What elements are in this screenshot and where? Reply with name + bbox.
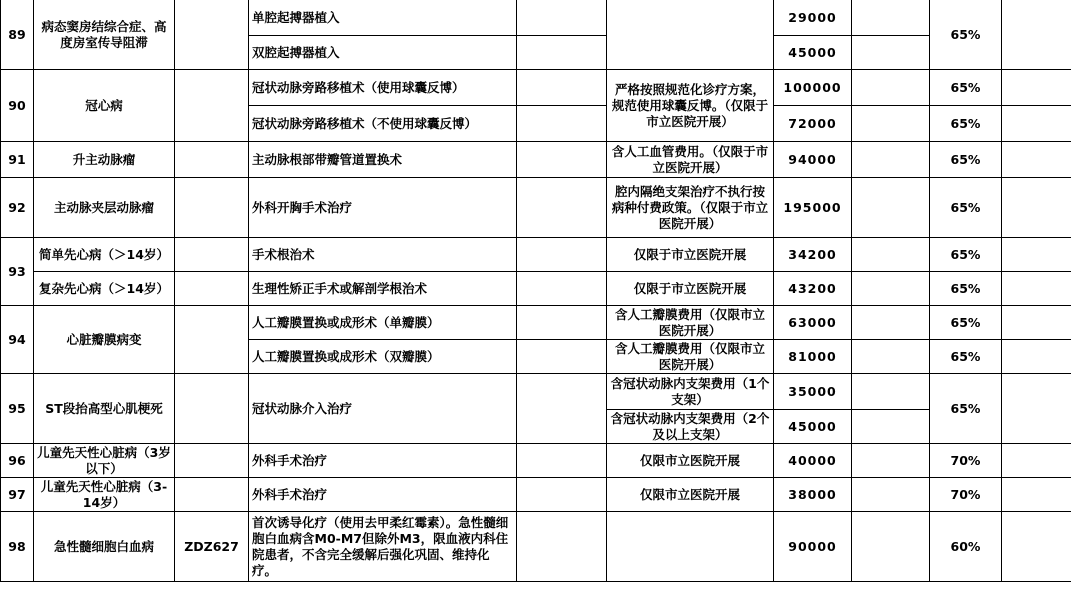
cost-value: 45000 <box>774 410 852 444</box>
rate-value: 70% <box>930 478 1002 512</box>
row-number: 91 <box>1 142 34 178</box>
table-row <box>1 142 1071 178</box>
blank-cell <box>852 272 930 306</box>
blank-cell <box>852 340 930 374</box>
rate-value: 65% <box>930 70 1002 106</box>
treatment-item: 主动脉根部带瓣管道置换术 <box>249 142 517 178</box>
blank-cell <box>852 178 930 238</box>
row-number: 94 <box>1 306 34 374</box>
blank-cell <box>517 142 607 178</box>
treatment-item: 外科手术治疗 <box>249 444 517 478</box>
blank-cell <box>1002 106 1071 142</box>
code-cell <box>175 306 249 374</box>
blank-cell <box>517 70 607 106</box>
table-row <box>1 178 1071 238</box>
cost-value: 29000 <box>774 0 852 36</box>
blank-cell <box>517 444 607 478</box>
blank-cell <box>517 374 607 444</box>
blank-cell <box>517 178 607 238</box>
cost-value: 63000 <box>774 306 852 340</box>
blank-cell <box>852 0 930 36</box>
table-row <box>1 0 1071 36</box>
treatment-item: 首次诱导化疗（使用去甲柔红霉素）。急性髓细胞白血病含M0-M7但除外M3，限血液内科住院患者，不含完全缓解后强化巩固、维持化疗。 <box>249 512 517 582</box>
row-number: 96 <box>1 444 34 478</box>
note-cell: 含冠状动脉内支架费用（2个及以上支架） <box>607 410 774 444</box>
rate-value: 70% <box>930 444 1002 478</box>
cost-value: 38000 <box>774 478 852 512</box>
note-cell: 仅限于市立医院开展 <box>607 272 774 306</box>
blank-cell <box>1002 374 1071 444</box>
code-cell <box>175 374 249 444</box>
blank-cell <box>517 306 607 340</box>
blank-cell <box>1002 340 1071 374</box>
treatment-item: 冠状动脉旁路移植术（不使用球囊反博） <box>249 106 517 142</box>
code-cell <box>175 444 249 478</box>
cost-value: 72000 <box>774 106 852 142</box>
note-cell <box>607 0 774 70</box>
treatment-item: 冠状动脉介入治疗 <box>249 374 517 444</box>
blank-cell <box>852 142 930 178</box>
cost-value: 81000 <box>774 340 852 374</box>
code-cell <box>175 238 249 272</box>
disease-name: 复杂先心病（＞14岁） <box>34 272 175 306</box>
note-cell: 腔内隔绝支架治疗不执行按病种付费政策。（仅限于市立医院开展） <box>607 178 774 238</box>
cost-value: 45000 <box>774 36 852 70</box>
rate-value: 65% <box>930 340 1002 374</box>
disease-name: 升主动脉瘤 <box>34 142 175 178</box>
rate-value: 65% <box>930 106 1002 142</box>
blank-cell <box>517 36 607 70</box>
treatment-item: 冠状动脉旁路移植术（使用球囊反博） <box>249 70 517 106</box>
row-number: 95 <box>1 374 34 444</box>
note-cell <box>607 512 774 582</box>
row-number: 98 <box>1 512 34 582</box>
blank-cell <box>1002 512 1071 582</box>
treatment-item: 外科手术治疗 <box>249 478 517 512</box>
blank-cell <box>1002 272 1071 306</box>
treatment-item: 生理性矫正手术或解剖学根治术 <box>249 272 517 306</box>
cost-value: 100000 <box>774 70 852 106</box>
note-cell: 仅限市立医院开展 <box>607 444 774 478</box>
code-cell <box>175 478 249 512</box>
note-cell: 仅限市立医院开展 <box>607 478 774 512</box>
code-cell <box>175 178 249 238</box>
table-row <box>1 306 1071 340</box>
disease-name: 冠心病 <box>34 70 175 142</box>
table-row <box>1 374 1071 410</box>
disease-name: 主动脉夹层动脉瘤 <box>34 178 175 238</box>
row-number: 92 <box>1 178 34 238</box>
blank-cell <box>852 106 930 142</box>
note-cell: 仅限于市立医院开展 <box>607 238 774 272</box>
blank-cell <box>517 340 607 374</box>
row-number: 89 <box>1 0 34 70</box>
note-cell: 严格按照规范化诊疗方案，规范使用球囊反博。（仅限于市立医院开展） <box>607 70 774 142</box>
blank-cell <box>1002 306 1071 340</box>
blank-cell <box>852 306 930 340</box>
treatment-item: 人工瓣膜置换或成形术（双瓣膜） <box>249 340 517 374</box>
blank-cell <box>852 36 930 70</box>
rate-value: 65% <box>930 374 1002 444</box>
blank-cell <box>852 512 930 582</box>
table-row <box>1 70 1071 106</box>
cost-value: 43200 <box>774 272 852 306</box>
treatment-item: 外科开胸手术治疗 <box>249 178 517 238</box>
disease-name: 儿童先天性心脏病（3岁以下） <box>34 444 175 478</box>
row-number: 90 <box>1 70 34 142</box>
row-number: 97 <box>1 478 34 512</box>
cost-value: 40000 <box>774 444 852 478</box>
code-cell <box>175 70 249 142</box>
blank-cell <box>1002 142 1071 178</box>
table-row <box>1 478 1071 512</box>
blank-cell <box>517 106 607 142</box>
blank-cell <box>517 272 607 306</box>
treatment-item: 双腔起搏器植入 <box>249 36 517 70</box>
code-cell <box>175 0 249 70</box>
rate-value: 65% <box>930 238 1002 272</box>
table-row <box>1 238 1071 272</box>
blank-cell <box>1002 478 1071 512</box>
cost-value: 90000 <box>774 512 852 582</box>
rate-value: 65% <box>930 142 1002 178</box>
code-cell <box>175 142 249 178</box>
note-cell: 含人工瓣膜费用（仅限市立医院开展） <box>607 340 774 374</box>
blank-cell <box>852 410 930 444</box>
blank-cell <box>1002 70 1071 106</box>
blank-cell <box>1002 0 1071 70</box>
blank-cell <box>852 374 930 410</box>
rate-value: 65% <box>930 178 1002 238</box>
disease-name: 儿童先天性心脏病（3-14岁） <box>34 478 175 512</box>
rate-value: 65% <box>930 0 1002 70</box>
blank-cell <box>517 478 607 512</box>
rate-value: 65% <box>930 272 1002 306</box>
blank-cell <box>852 478 930 512</box>
disease-name: 急性髓细胞白血病 <box>34 512 175 582</box>
disease-name: ST段抬高型心肌梗死 <box>34 374 175 444</box>
code-cell <box>175 272 249 306</box>
treatment-item: 单腔起搏器植入 <box>249 0 517 36</box>
blank-cell <box>517 238 607 272</box>
table-row <box>1 444 1071 478</box>
rate-value: 65% <box>930 306 1002 340</box>
blank-cell <box>852 238 930 272</box>
blank-cell <box>852 444 930 478</box>
code-cell: ZDZ627 <box>175 512 249 582</box>
cost-value: 195000 <box>774 178 852 238</box>
disease-name: 简单先心病（＞14岁） <box>34 238 175 272</box>
cost-value: 34200 <box>774 238 852 272</box>
blank-cell <box>1002 178 1071 238</box>
row-number: 93 <box>1 238 34 306</box>
blank-cell <box>517 512 607 582</box>
blank-cell <box>1002 238 1071 272</box>
treatment-item: 手术根治术 <box>249 238 517 272</box>
treatment-item: 人工瓣膜置换或成形术（单瓣膜） <box>249 306 517 340</box>
table-row <box>1 272 1071 306</box>
rate-value: 60% <box>930 512 1002 582</box>
note-cell: 含人工血管费用。（仅限于市立医院开展） <box>607 142 774 178</box>
table-row <box>1 512 1071 582</box>
cost-value: 94000 <box>774 142 852 178</box>
note-cell: 含冠状动脉内支架费用（1个支架） <box>607 374 774 410</box>
disease-name: 心脏瓣膜病变 <box>34 306 175 374</box>
disease-name: 病态窦房结综合症、高度房室传导阻滞 <box>34 0 175 70</box>
blank-cell <box>517 0 607 36</box>
blank-cell <box>852 70 930 106</box>
cost-value: 35000 <box>774 374 852 410</box>
note-cell: 含人工瓣膜费用（仅限市立医院开展） <box>607 306 774 340</box>
blank-cell <box>1002 444 1071 478</box>
